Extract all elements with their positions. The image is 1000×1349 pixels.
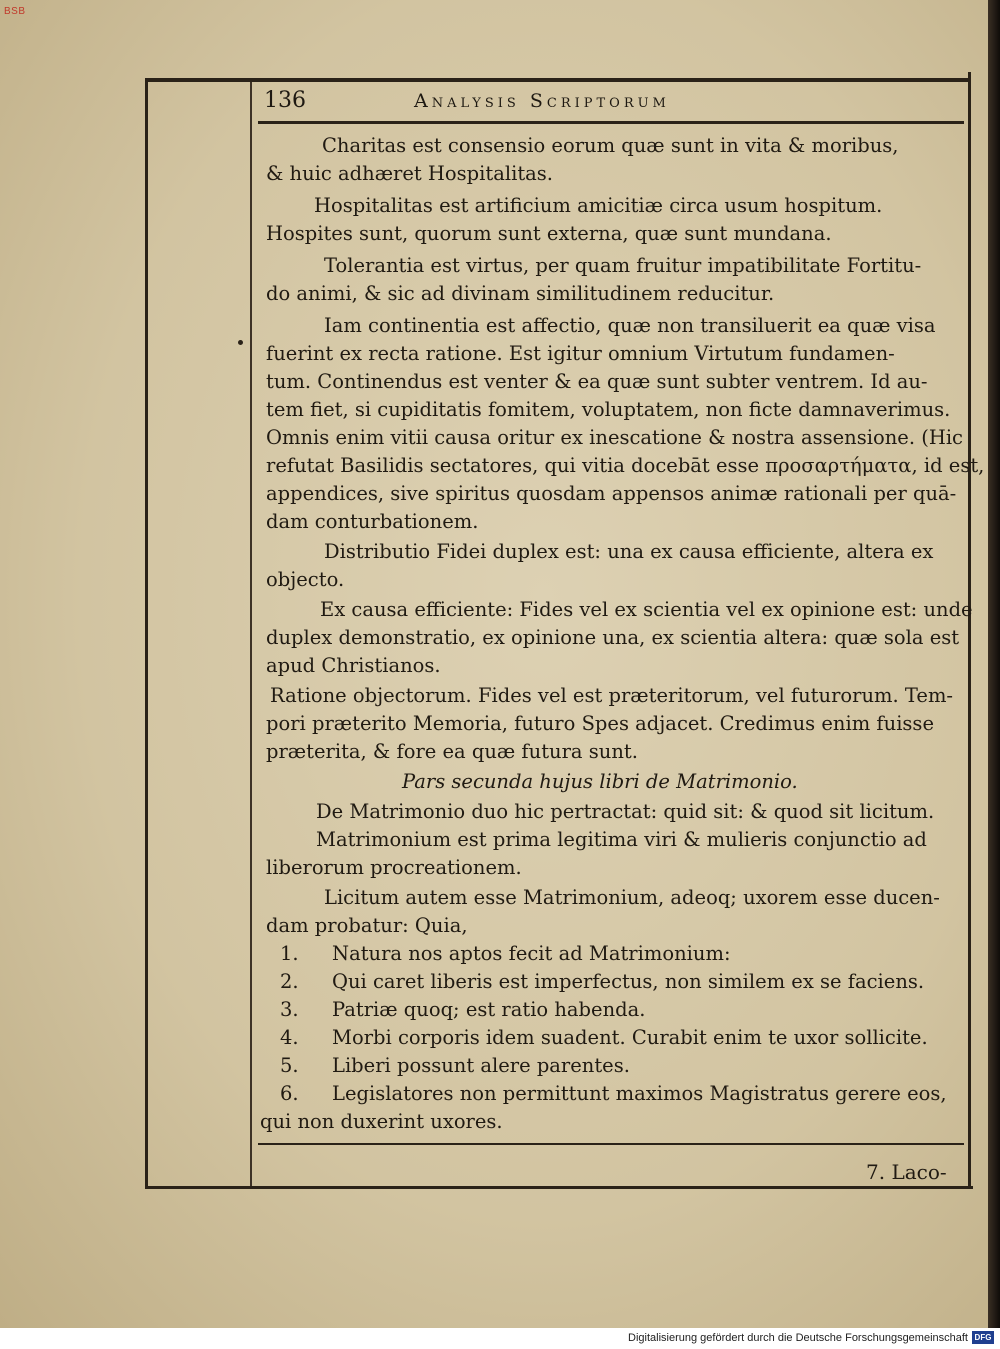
list-text: Morbi corporis idem suadent. Curabit enim te uxor sollicite.: [332, 1026, 928, 1049]
list-text: Qui caret liberis est imperfectus, non similem ex se faciens.: [332, 970, 925, 993]
text-line: appendices, sive spiritus quosdam appensos animæ rationali per quā-: [266, 482, 957, 505]
text-line: qui non duxerint uxores.: [260, 1110, 503, 1133]
text-line: tem fiet, si cupiditatis fomitem, voluptatem, non ficte damnaverimus.: [266, 398, 951, 421]
list-item: [280, 1080, 947, 1108]
text-line: liberorum procreationem.: [266, 856, 522, 879]
text-line: pori præterito Memoria, futuro Spes adjacet. Credimus enim fuisse: [266, 712, 934, 735]
list-number: 4.: [280, 1026, 299, 1049]
text-line: De Matrimonio duo hic pertractat: quid sit: & quod sit licitum.: [316, 800, 935, 823]
list-item: [280, 968, 924, 996]
running-title: Analysis Scriptorum: [414, 90, 670, 112]
text-line: Hospites sunt, quorum sunt externa, quæ sunt mundana.: [266, 222, 832, 245]
page-number: 136: [264, 88, 306, 113]
book-gutter: [988, 0, 1000, 1328]
frame-bottom-rule: [145, 1186, 973, 1189]
bsb-watermark: BSB: [4, 6, 26, 17]
text-line: Hospitalitas est artificium amicitiæ circa usum hospitum.: [314, 194, 883, 217]
catchword: 7. Laco-: [866, 1160, 947, 1184]
text-line: Distributio Fidei duplex est: una ex causa efficiente, altera ex: [324, 540, 934, 563]
text-line: apud Christianos.: [266, 654, 441, 677]
list-item: [280, 996, 645, 1024]
text-line: præterita, & fore ea quæ futura sunt.: [266, 740, 638, 763]
dfg-logo: DFG: [972, 1331, 994, 1344]
footer-bar: [0, 1328, 1000, 1349]
list-number: 2.: [280, 970, 299, 993]
frame-top-rule: [145, 78, 970, 82]
text-line: Matrimonium est prima legitima viri & mulieris conjunctio ad: [316, 828, 927, 851]
header-rule: [258, 121, 964, 124]
text-line: duplex demonstratio, ex opinione una, ex scientia altera: quæ sola est: [266, 626, 960, 649]
text-line: & huic adhæret Hospitalitas.: [266, 162, 553, 185]
list-number: 3.: [280, 998, 299, 1021]
text-line: Licitum autem esse Matrimonium, adeoq; uxorem esse ducen-: [324, 886, 940, 909]
list-text: Natura nos aptos fecit ad Matrimonium:: [332, 942, 731, 965]
frame-right-rule: [968, 72, 971, 1188]
text-line: Tolerantia est virtus, per quam fruitur impatibilitate Fortitu-: [324, 254, 922, 277]
frame-inner-left-rule: [250, 82, 252, 1186]
list-item: [280, 1052, 630, 1080]
text-line: Iam continentia est affectio, quæ non transiluerit ea quæ visa: [324, 314, 936, 337]
text-line: Ratione objectorum. Fides vel est præteritorum, vel futurorum. Tem-: [270, 684, 954, 707]
footer-credit: Digitalisierung gefördert durch die Deutsche Forschungsgemeinschaft: [628, 1332, 968, 1344]
list-number: 6.: [280, 1082, 299, 1105]
text-line: refutat Basilidis sectatores, qui vitia docebāt esse προσαρτήματα, id est,: [266, 454, 985, 477]
list-item: [280, 1024, 928, 1052]
margin-dot: [238, 340, 243, 345]
text-line: do animi, & sic ad divinam similitudinem reducitur.: [266, 282, 775, 305]
list-item: [280, 940, 731, 968]
text-line: fuerint ex recta ratione. Est igitur omnium Virtutum fundamen-: [266, 342, 895, 365]
page-header: [258, 84, 964, 116]
text-line: tum. Continendus est venter & ea quæ sunt subter ventrem. Id au-: [266, 370, 928, 393]
text-line: dam conturbationem.: [266, 510, 479, 533]
list-text: Liberi possunt alere parentes.: [332, 1054, 630, 1077]
list-number: 1.: [280, 942, 299, 965]
text-line: Charitas est consensio eorum quæ sunt in vita & moribus,: [322, 134, 899, 157]
frame-left-rule: [145, 78, 148, 1188]
list-text: Legislatores non permittunt maximos Magistratus gerere eos,: [332, 1082, 947, 1105]
section-heading: Pars secunda hujus libri de Matrimonio.: [402, 770, 798, 793]
text-line: Omnis enim vitii causa oritur ex inescatione & nostra assensione. (Hic: [266, 426, 963, 449]
text-bottom-rule: [258, 1143, 964, 1145]
list-number: 5.: [280, 1054, 299, 1077]
text-line: dam probatur: Quia,: [266, 914, 468, 937]
text-line: objecto.: [266, 568, 345, 591]
text-line: Ex causa efficiente: Fides vel ex scientia vel ex opinione est: unde: [320, 598, 973, 621]
list-text: Patriæ quoq; est ratio habenda.: [332, 998, 646, 1021]
